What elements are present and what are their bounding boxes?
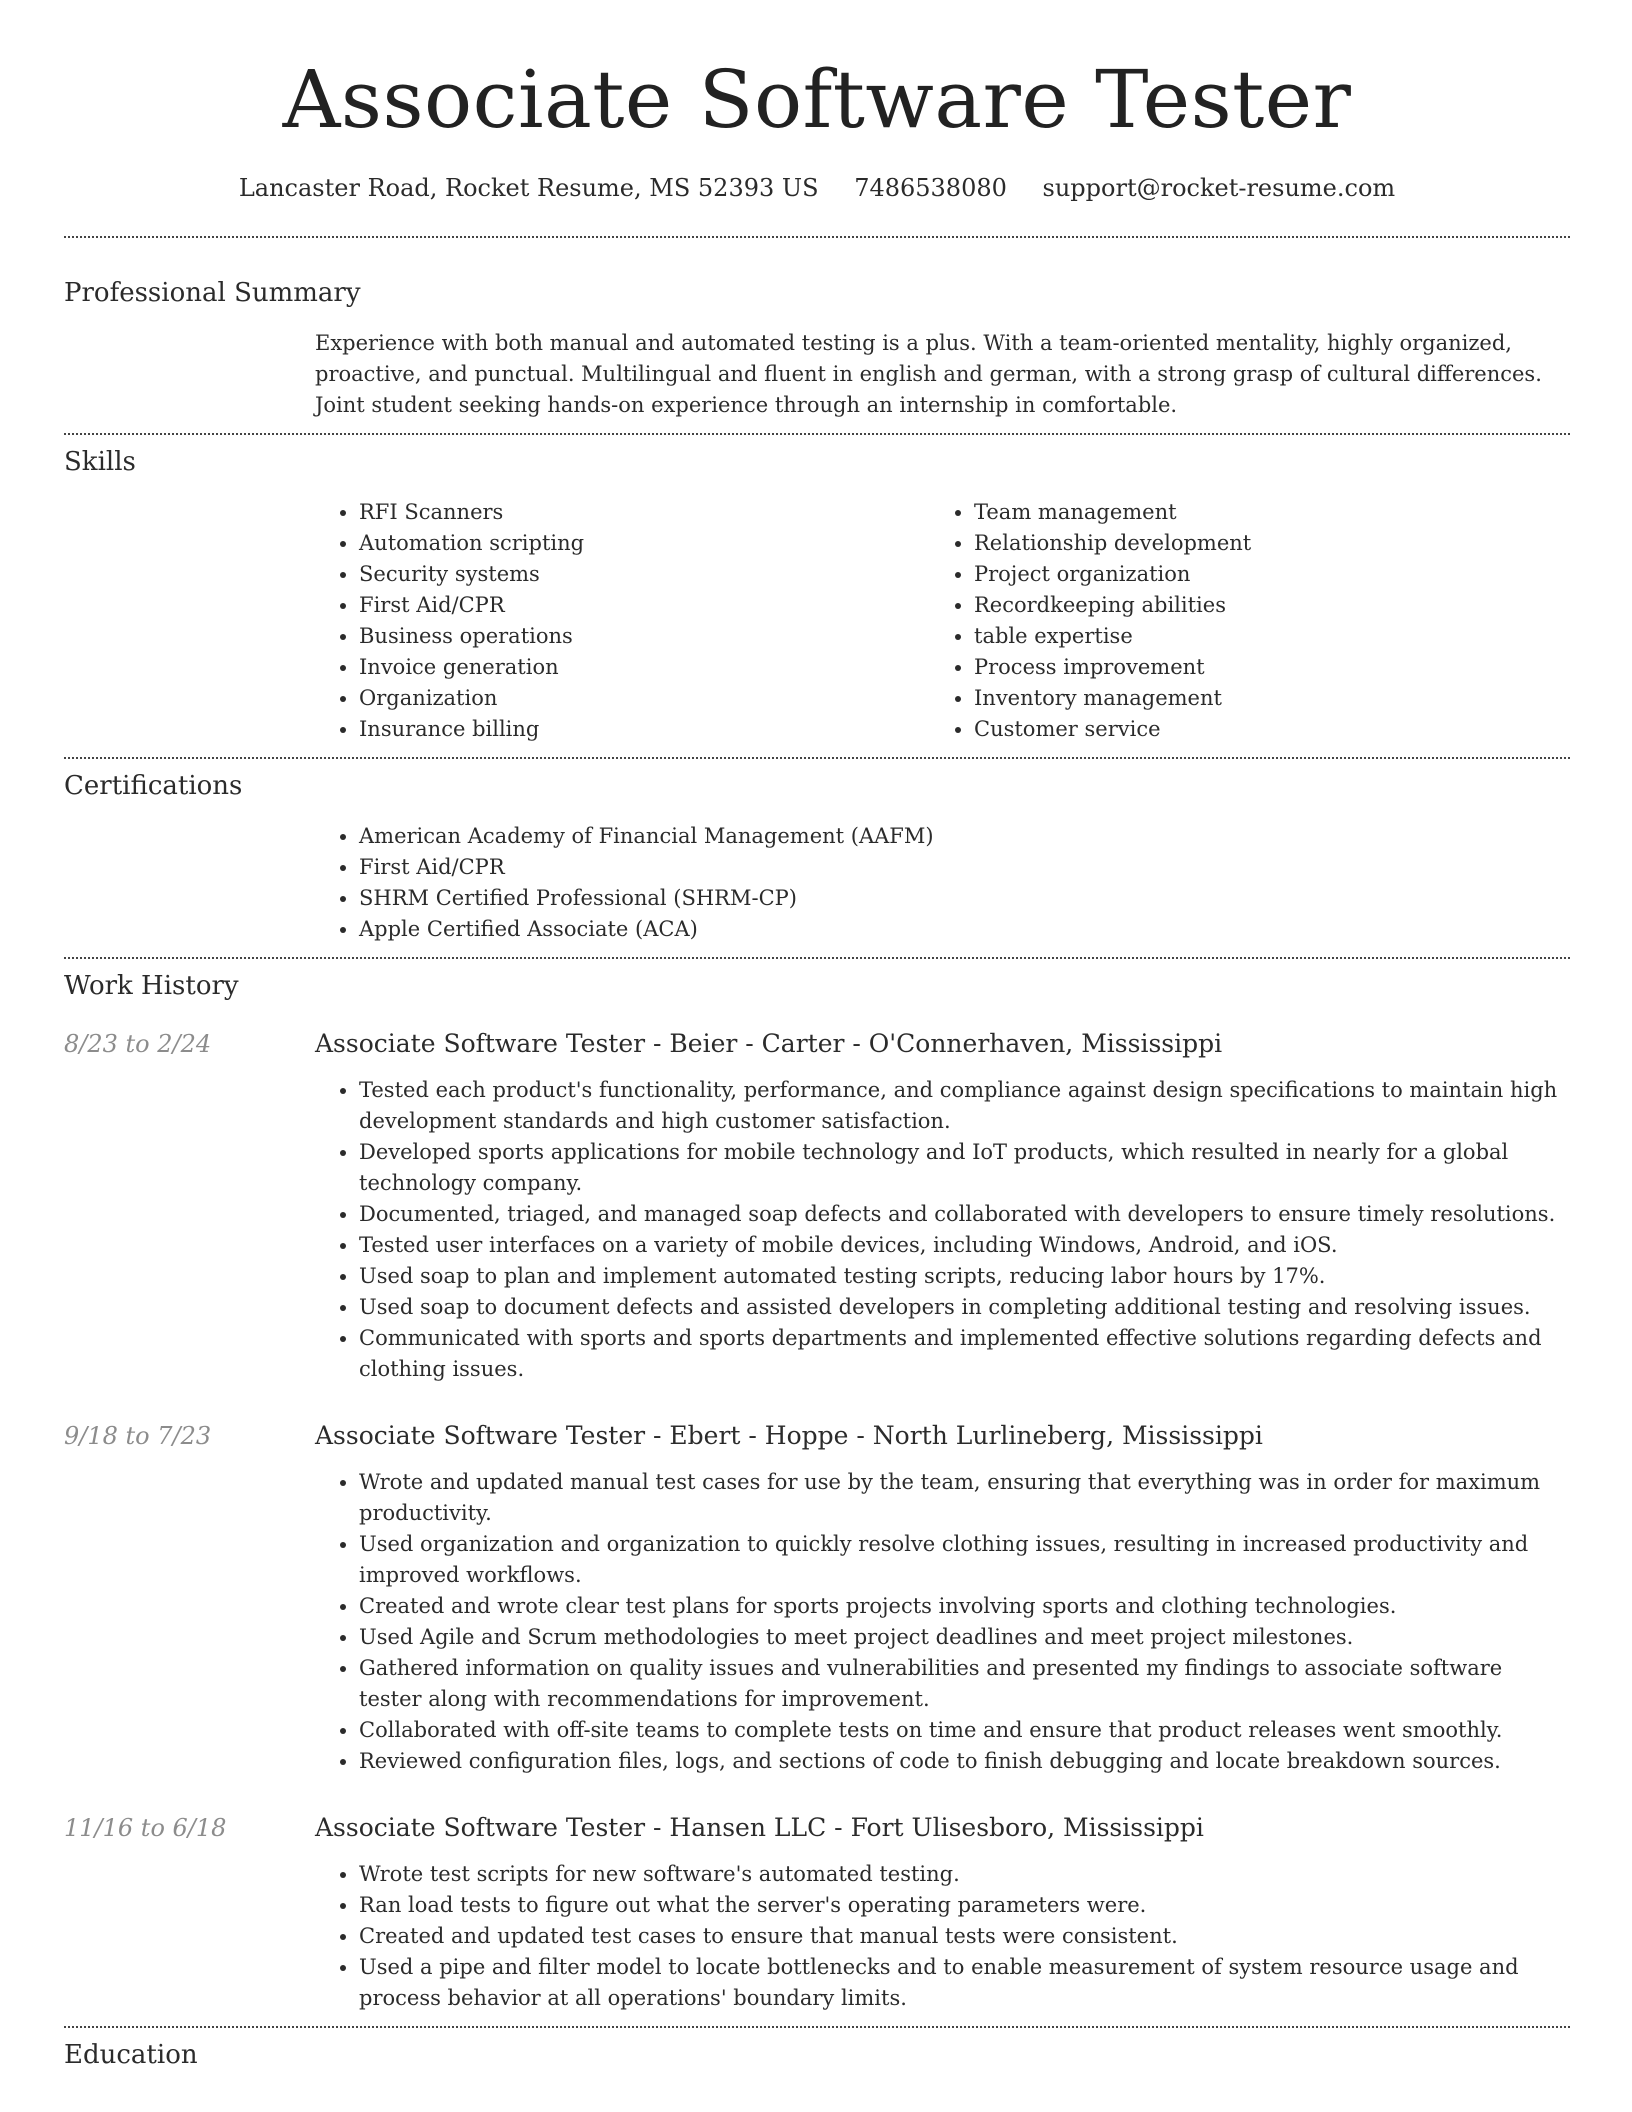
job-bullet: • Ran load tests to figure out what the server's operating parameters were.	[359, 1890, 1570, 1921]
job-entry	[64, 1811, 1570, 2014]
job-bullet: • Used Agile and Scrum methodologies to meet project deadlines and meet project milestones.	[359, 1622, 1570, 1653]
job-bullet: • Created and wrote clear test plans for sports projects involving sports and clothing technologies.	[359, 1591, 1570, 1622]
job-bullet: • Created and updated test cases to ensure that manual tests were consistent.	[359, 1921, 1570, 1952]
contact-address: Lancaster Road, Rocket Resume, MS 52393 US	[238, 174, 819, 202]
skill-item: • Project organization	[974, 559, 1570, 590]
skill-item: • Business operations	[359, 621, 930, 652]
job-header	[64, 1419, 1570, 1453]
job-details	[315, 1075, 1570, 1385]
job-bullet: • Used soap to document defects and assisted developers in completing additional testing and resolving issues.	[359, 1292, 1570, 1323]
certification-item: • First Aid/CPR	[359, 852, 1570, 883]
job-bullets	[315, 1075, 1570, 1385]
skill-item: • Insurance billing	[359, 714, 930, 745]
contact-line	[64, 172, 1570, 204]
summary-body	[315, 328, 1570, 421]
job-title: Associate Software Tester - Ebert - Hoppe - North Lurlineberg, Mississippi	[315, 1421, 1263, 1450]
skill-item: • Organization	[359, 683, 930, 714]
skill-item: • Customer service	[974, 714, 1570, 745]
skills-heading: Skills	[64, 447, 136, 477]
skill-item: • RFI Scanners	[359, 497, 930, 528]
skills-list-right	[930, 497, 1570, 745]
certification-item: • Apple Certified Associate (ACA)	[359, 914, 1570, 945]
job-bullet: • Used soap to plan and implement automated testing scripts, reducing labor hours by 17%.	[359, 1261, 1570, 1292]
job-bullet: • Wrote test scripts for new software's automated testing.	[359, 1859, 1570, 1890]
summary-section	[64, 238, 1570, 433]
education-heading: Education	[64, 2040, 198, 2070]
certifications-body	[315, 821, 1570, 945]
job-entry	[64, 1419, 1570, 1777]
contact-email: support@rocket-resume.com	[1042, 174, 1396, 202]
job-entry	[64, 1027, 1570, 1385]
skill-item: • Process improvement	[974, 652, 1570, 683]
work-history-heading: Work History	[64, 971, 239, 1001]
job-bullet: • Used a pipe and filter model to locate bottlenecks and to enable measurement of system resource usage and process behavior at all operations' boundary limits.	[359, 1952, 1570, 2014]
skill-item: • Automation scripting	[359, 528, 930, 559]
job-bullet: • Used organization and organization to quickly resolve clothing issues, resulting in increased productivity and improved workflows.	[359, 1529, 1570, 1591]
candidate-name: Associate Software Tester	[282, 53, 1352, 146]
education-section	[64, 2028, 1570, 2072]
job-bullet: • Documented, triaged, and managed soap defects and collaborated with developers to ensure timely resolutions.	[359, 1199, 1570, 1230]
job-header	[64, 1811, 1570, 1845]
skill-item: • Invoice generation	[359, 652, 930, 683]
job-bullet: • Wrote and updated manual test cases for use by the team, ensuring that everything was in order for maximum productivity.	[359, 1467, 1570, 1529]
job-dates: 9/18 to 7/23	[64, 1422, 212, 1450]
job-bullet: • Reviewed configuration files, logs, and sections of code to finish debugging and locate breakdown sources.	[359, 1746, 1570, 1777]
job-title: Associate Software Tester - Hansen LLC - Fort Ulisesboro, Mississippi	[315, 1813, 1204, 1842]
skill-item: • Inventory management	[974, 683, 1570, 714]
job-bullet: • Tested user interfaces on a variety of mobile devices, including Windows, Android, and iOS.	[359, 1230, 1570, 1261]
skills-grid	[315, 497, 1570, 745]
certification-item: • American Academy of Financial Management (AAFM)	[359, 821, 1570, 852]
job-bullet: • Developed sports applications for mobile technology and IoT products, which resulted in nearly for a global technology company.	[359, 1137, 1570, 1199]
job-bullet: • Communicated with sports and sports departments and implemented effective solutions regarding defects and clothing issues.	[359, 1323, 1570, 1385]
job-dates: 8/23 to 2/24	[64, 1030, 212, 1058]
job-bullet: • Tested each product's functionality, performance, and compliance against design specifications to maintain high development standards and high customer satisfaction.	[359, 1075, 1570, 1137]
skill-item: • table expertise	[974, 621, 1570, 652]
skill-item: • Relationship development	[974, 528, 1570, 559]
skill-item: • Security systems	[359, 559, 930, 590]
contact-phone: 7486538080	[854, 174, 1007, 202]
job-header	[64, 1027, 1570, 1061]
job-bullet: • Gathered information on quality issues and vulnerabilities and presented my findings to associate software tester along with recommendations for improvement.	[359, 1653, 1570, 1715]
work-history-section	[64, 959, 1570, 2026]
certification-item: • SHRM Certified Professional (SHRM-CP)	[359, 883, 1570, 914]
job-title: Associate Software Tester - Beier - Carter - O'Connerhaven, Mississippi	[315, 1029, 1223, 1058]
job-bullet: • Collaborated with off-site teams to complete tests on time and ensure that product releases went smoothly.	[359, 1715, 1570, 1746]
skills-list-left	[315, 497, 930, 745]
resume-page	[64, 0, 1570, 2072]
job-dates: 11/16 to 6/18	[64, 1814, 227, 1842]
certifications-section	[64, 759, 1570, 957]
job-bullets	[315, 1467, 1570, 1777]
skill-item: • First Aid/CPR	[359, 590, 930, 621]
job-details	[315, 1859, 1570, 2014]
certifications-heading: Certifications	[64, 771, 243, 801]
job-details	[315, 1467, 1570, 1777]
summary-heading: Professional Summary	[64, 278, 361, 308]
skills-section	[64, 435, 1570, 757]
job-bullets	[315, 1859, 1570, 2014]
skill-item: • Recordkeeping abilities	[974, 590, 1570, 621]
certifications-list	[315, 821, 1570, 945]
skill-item: • Team management	[974, 497, 1570, 528]
summary-text: Experience with both manual and automated testing is a plus. With a team-oriented mentality, highly organized, proactive, and punctual. Multilingual and fluent in english and german, with a strong grasp of cultural differences. Joint student seeking hands-on experience through an internship in comfortable.	[315, 331, 1542, 417]
